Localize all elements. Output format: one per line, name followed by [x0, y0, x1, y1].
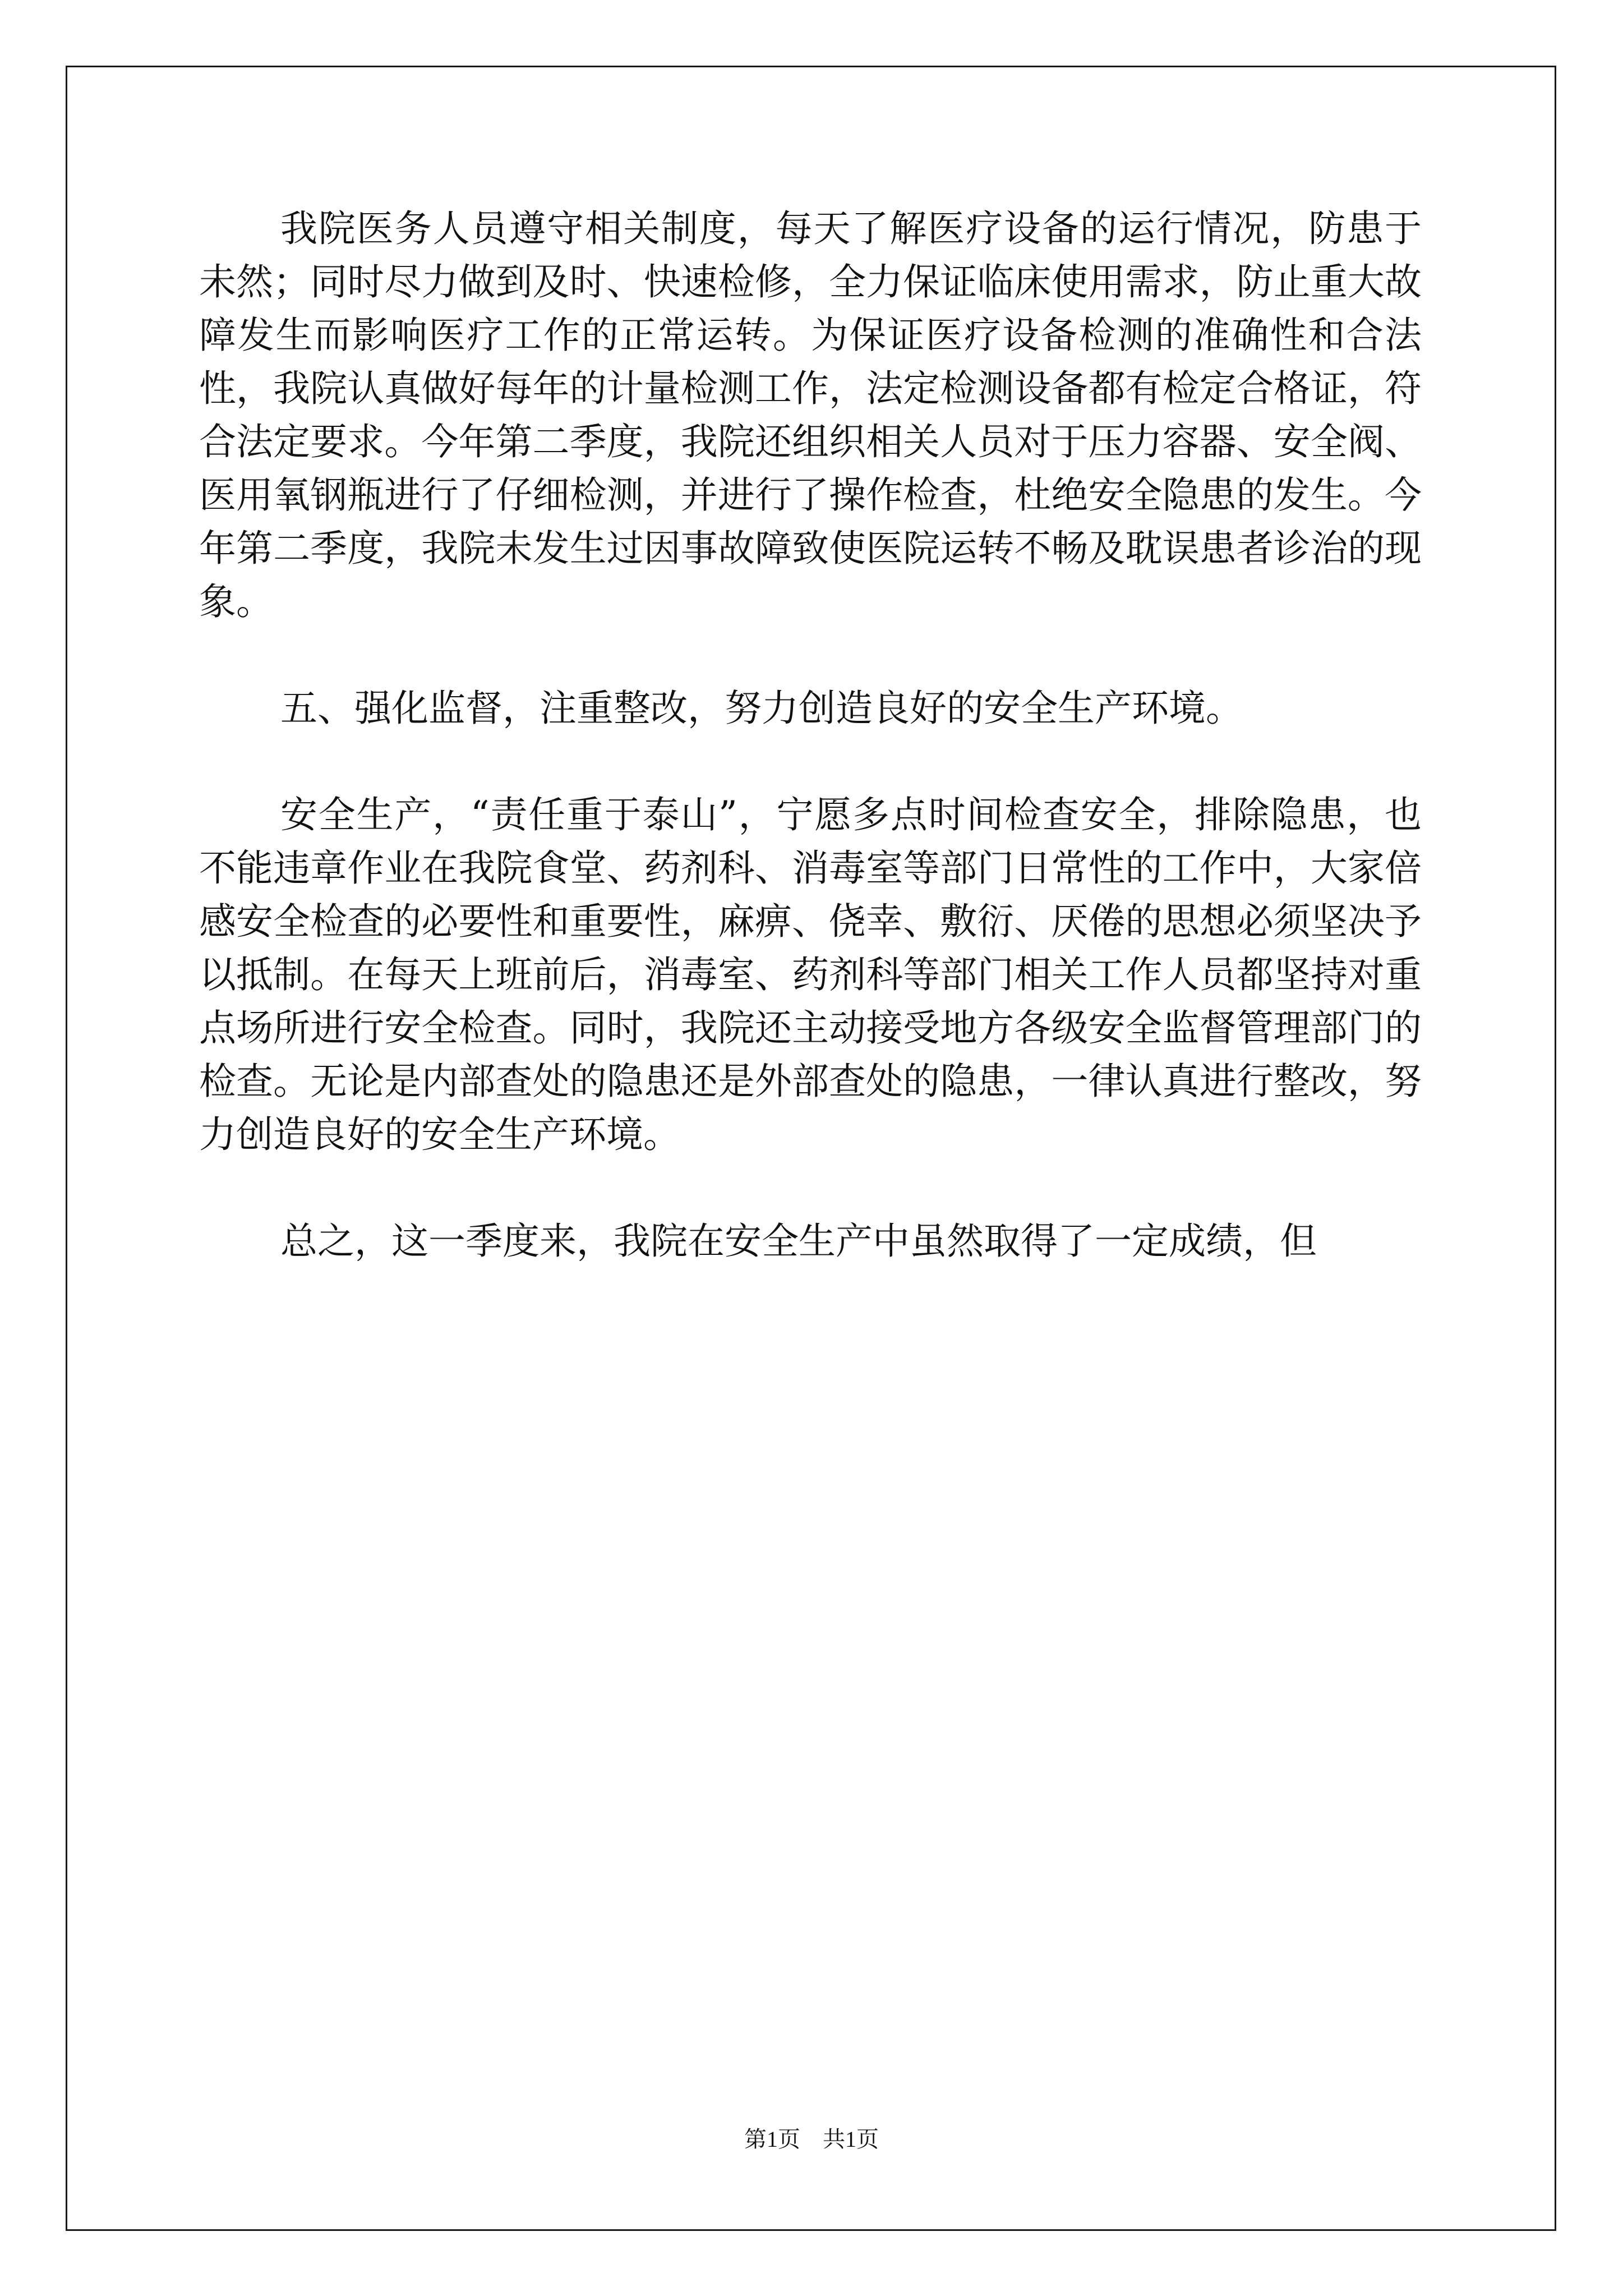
paragraph-equipment-maintenance: 我院医务人员遵守相关制度，每天了解医疗设备的运行情况，防患于未然；同时尽力做到及时、快速检修，全力保证临床使用需求，防止重大故障发生而影响医疗工作的正常运转。为保证医疗设备检测的准确性和合法性，我院认真做好每年的计量检测工作，法定检测设备都有检定合格证，符合法定要求。今年第二季度，我院还组织相关人员对于压力容器、安全阀、医用氧钢瓶进行了仔细检测，并进行了操作检查，杜绝安全隐患的发生。今年第二季度，我院未发生过因事故障致使医院运转不畅及耽误患者诊治的现象。 [199, 207, 1422, 623]
paragraph-section-heading-five: 五、强化监督，注重整改，努力创造良好的安全生产环境。 [280, 687, 1243, 730]
paragraph-summary: 总之，这一季度来，我院在安全生产中虽然取得了一定成绩，但 [280, 1220, 1317, 1263]
paragraph-safety-inspection: 安全生产，“责任重于泰山”，宁愿多点时间检查安全，排除隐患，也不能违章作业在我院食堂、药剂科、消毒室等部门日常性的工作中，大家倍感安全检查的必要性和重要性，麻痹、侥幸、敷衍、厌倦的思想必须坚决予以抵制。在每天上班前后，消毒室、药剂科等部门相关工作人员都坚持对重点场所进行安全检查。同时，我院还主动接受地方各级安全监督管理部门的检查。无论是内部查处的隐患还是外部查处的隐患，一律认真进行整改，努力创造良好的安全生产环境。 [199, 793, 1422, 1156]
document-body [199, 202, 1422, 1321]
page-number-footer: 第1页 共1页 [744, 2127, 879, 2152]
